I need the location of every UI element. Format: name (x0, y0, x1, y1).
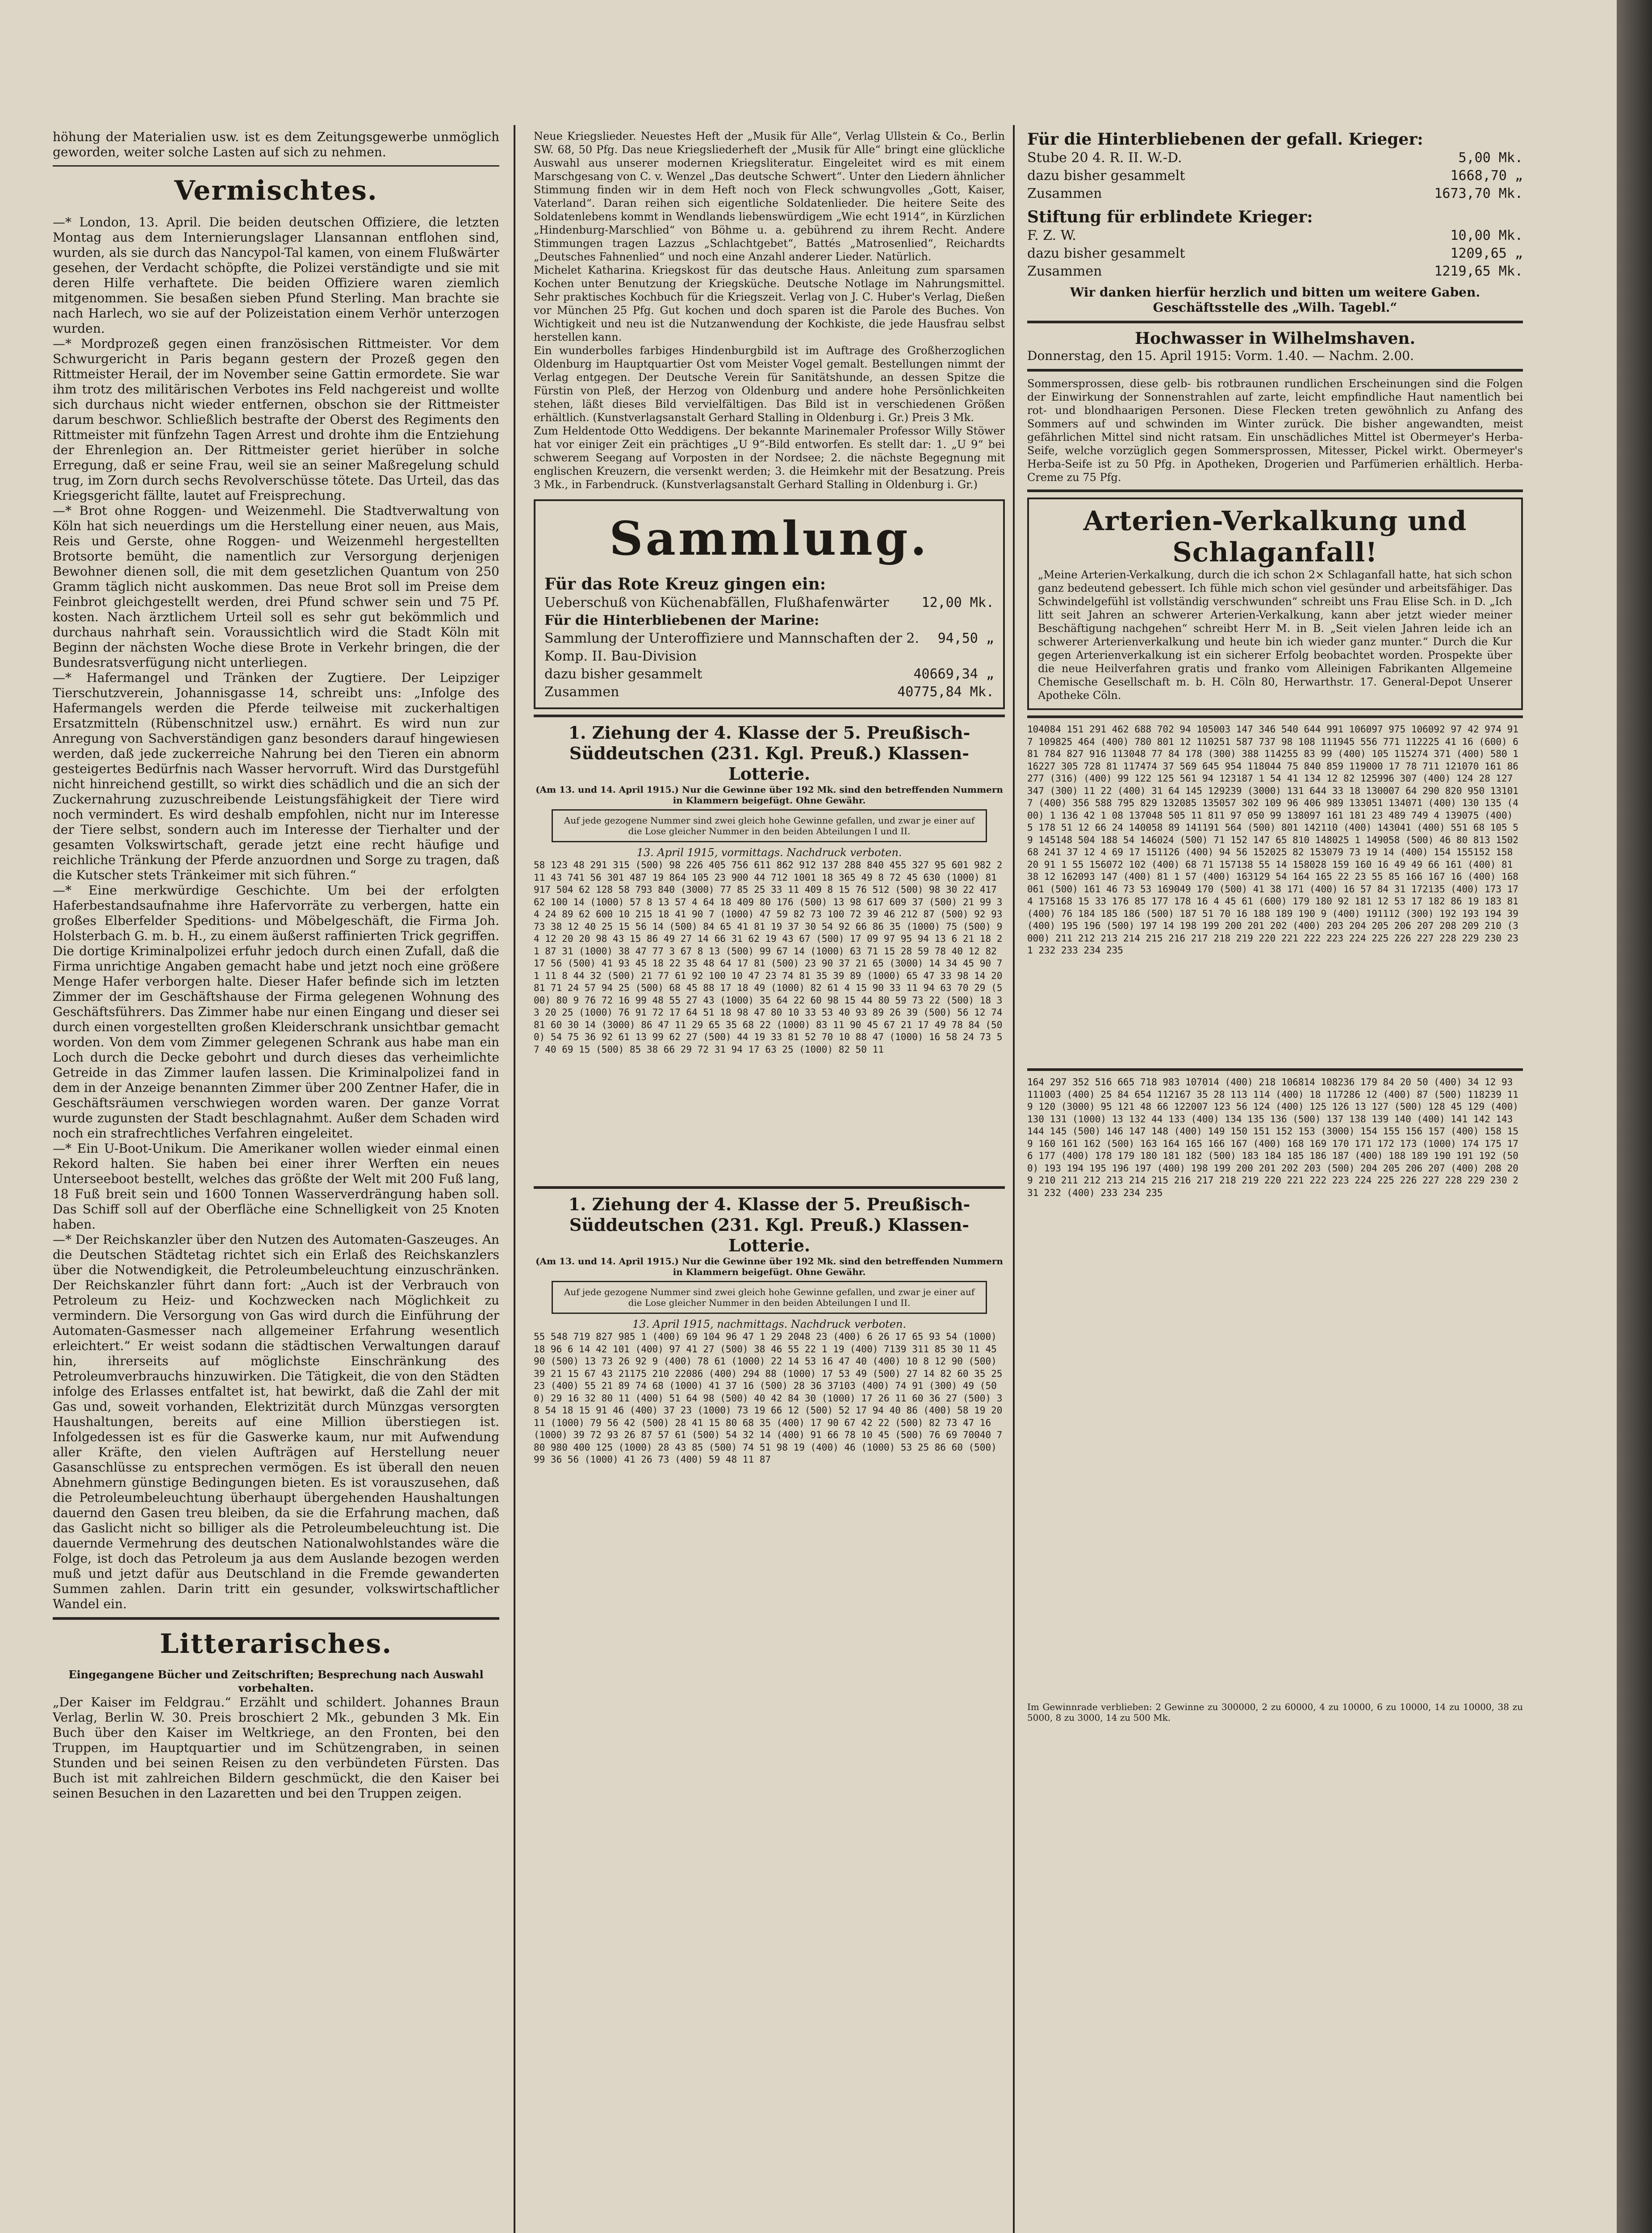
fund-entry: dazu bisher gesammelt 1668,70 „ (1027, 168, 1523, 184)
sammlung-subtitle: Für das Rote Kreuz gingen ein: (544, 575, 826, 594)
sammlung-entry: Für die Hinterbliebenen der Marine: (544, 613, 820, 628)
notice-paragraph: Neue Kriegslieder. Neuestes Heft der „Musik für Alle“, Verlag Ullstein & Co., Berlin SW. 68, 50 Pfg. Das neue Kriegsliederheft der „Musik für Alle“ bringt eine glückliche Auswahl aus unserer modernen Kriegsliteratur. Eingeleitet wird es mit einem Marschgesang von C. v. Wenzel „Das deutsche Schwert“. Unter den Liedern ähnlicher Stimmung finden wir in dem Heft noch von Fleck schwungvolles „Gott, Kaiser, Vaterland“. Daran reihen sich eigentliche Soldatenlieder. Die heitere Seite des Soldatenlebens kommt in Wendlands liebenswürdigem „Wie echt 1914“, in Kürzlichen „Hindenburg-Marschlied“ von Böhme u. a. gebührend zu ihrem Recht. Andere Stimmungen tragen Lazzus „Schlachtgebet“, Battés „Matrosenlied“, Reichardts „Deutsches Fahnenlied“ und noch eine Anzahl anderer Lieder. Natürlich. (534, 130, 1005, 263)
sammlung-entry: Ueberschuß von Küchenabfällen, Flußhafenwärter 12,00 Mk. (544, 595, 994, 611)
separator (53, 165, 499, 167)
column-left (53, 130, 499, 2233)
article-paragraph: —* Hafermangel und Tränken der Zugtiere. Der Leipziger Tierschutzverein, Johannisgasse 14, schreibt uns: „Infolge des Hafermangels werden die Pferde teilweise mit zuckerhaltigen Ersatzmitteln (Rübenschnitzel usw.) ernährt. Es wird nun zur Anregung von Sachverständigen ganz besonders darauf hingewiesen werden, daß jede zuckerreiche Nahrung bei den Tieren ein abnorm gesteigertes Bedürfnis nach Wasser hervorruft. Wird das Durstgefühl nicht hinreichend gestillt, so wirkt dies schädlich und die an sich der Zuckernahrung zuzuschreibende Leistungsfähigkeit der Tiere wird noch vermindert. Es wird deshalb empfohlen, nicht nur im Interesse der Tiere selbst, sondern auch im Interesse der Tierhalter und der gesamten Volkswirtschaft, gerade jetzt eine recht häufige und reichliche Tränkung der Pferde anzuordnen und Sorge zu tragen, daß die Kutscher stets Tränkeimer mit sich führen.“ (53, 670, 499, 882)
sammlung-box (534, 499, 1005, 709)
column-middle (534, 130, 1008, 2233)
article-paragraph: —* Ein U-Boot-Unikum. Die Amerikaner wollen wieder einmal einen Rekord halten. Sie haben bei einer ihrer Werften ein neues Unterseeboot bestellt, welches das größte der Welt mit 200 Fuß lang, 18 Fuß breit sein und 1600 Tonnen Wasserverdrängung haben soll. Das Schiff soll auf der Oberfläche eine Schnelligkeit von 25 Knoten haben. (53, 1141, 499, 1232)
notice-paragraph: Zum Heldentode Otto Weddigens. Der bekannte Marinemaler Professor Willy Stöwer hat vor einiger Zeit ein prächtiges „U 9“-Bild entworfen. Es stellt dar: 1. „U 9“ bei schwerem Seegang auf Vorposten in der Nordsee; 2. die nächste Begegnung mit englischen Kreuzern, die versenkt werden; 3. die Heimkehr mit der Besatzung. Preis 3 Mk., in Farbendruck. (Kunstverlagsanstalt Gerhard Stalling in Oldenburg i. Gr.) (534, 425, 1005, 491)
separator (1027, 489, 1523, 492)
hochwasser-title: Hochwasser in Wilhelmshaven. (1134, 329, 1416, 348)
lottery-numbers: 55 548 719 827 985 1 (400) 69 104 96 47 1 29 2048 23 (400) 6 26 17 65 93 54 (1000) 18 96 6 14 42 101 (400) 97 41 27 (500) 38 46 55 22 1 19 (400) 7139 311 85 30 11 45 90 (500) 13 73 26 92 9 (400) 78 61 (1000) 22 14 53 16 47 40 (400) 10 8 12 90 (500) 39 21 15 67 43 21175 210 22086 (400) 294 88 (1000) 17 53 49 (500) 27 14 82 60 35 25 23 (400) 55 21 89 74 68 (1000) 41 37 16 (500) 28 36 37103 (400) 74 91 (300) 49 (500) 29 16 32 80 11 (400) 51 64 98 (500) 40 42 84 30 (1000) 17 26 11 60 36 27 (500) 38 54 18 15 91 46 (400) 37 23 (1000) 73 19 66 12 (500) 52 17 94 40 86 (400) 58 19 20 11 (1000) 79 56 42 (500) 28 41 15 80 68 35 (400) 17 90 67 42 22 (500) 82 73 47 16 (1000) 39 72 93 26 87 57 61 (500) 54 32 14 (400) 91 66 78 10 45 (500) 76 69 70040 780 980 400 125 (1000) 28 43 85 (500) 74 51 98 19 (400) 46 (1000) 53 25 86 60 (500) 99 36 56 (1000) 41 26 73 (400) 59 48 11 87 (534, 1331, 1008, 1465)
lottery-numbers: 58 123 48 291 315 (500) 98 226 405 756 611 862 912 137 288 840 455 327 95 601 982 211 43 741 56 301 487 19 864 105 23 900 44 712 1001 18 365 49 8 72 45 630 (1000) 81 917 504 62 128 58 793 840 (3000) 77 85 25 33 11 409 8 15 76 512 (500) 98 30 22 417 62 100 14 (1000) 57 8 13 57 4 64 18 409 80 176 (500) 13 98 617 609 37 (500) 21 99 34 24 89 62 600 10 215 18 41 90 7 (1000) 47 59 82 73 100 72 39 46 212 87 (500) 92 93 73 38 12 40 25 15 56 14 (500) 84 65 41 81 19 37 30 54 92 66 86 35 (1000) 75 (500) 94 12 20 20 98 43 15 86 49 27 14 66 31 62 19 43 67 (500) 17 09 97 95 94 13 6 21 18 21 87 31 (1000) 38 47 77 3 67 8 13 (500) 99 67 14 (1000) 63 71 15 28 59 78 40 12 82 17 56 (500) 41 93 45 18 22 35 48 64 17 81 (500) 23 90 37 21 65 (3000) 14 34 45 90 71 11 8 44 32 (500) 21 77 61 92 100 10 47 23 74 81 35 39 89 (1000) 65 47 33 98 14 20 81 71 24 57 94 25 (500) 68 45 88 17 18 49 (1000) 82 61 4 15 90 33 11 94 63 70 29 (500) 80 9 76 72 16 99 48 55 27 43 (1000) 35 64 22 60 98 15 44 80 59 73 22 (500) 18 33 20 25 (1000) 76 91 72 17 64 51 18 98 47 80 10 33 53 40 93 89 26 39 (500) 56 12 74 81 60 30 14 (3000) 86 47 11 29 65 35 68 22 (1000) 83 11 90 45 67 21 17 49 78 84 (500) 54 75 36 92 61 13 99 62 27 (500) 44 19 33 81 52 70 10 88 47 (1000) 16 58 24 73 57 40 69 15 (500) 85 38 66 29 72 31 94 17 63 25 (1000) 82 50 11 (534, 860, 1008, 1055)
ad-text: „Meine Arterien-Verkalkung, durch die ich schon 2× Schlaganfall hatte, hat sich schon ganz bedeutend gebessert. Ich fühle mich schon viel gesünder und arbeitsfähiger. Das Schwindelgefühl ist vollständig verschwunden“ schreibt uns Frau Elise Sch. in D. „Ich litt seit Jahren an schwerer Arterien-Verkalkung, kann aber jetzt wieder meiner Beschäftigung nachgehen“ schreibt Herr M. in B. „Seit vielen Jahren leide ich an schwerer Arterienverkalkung und heute bin ich wieder ganz munter.“ Durch die Kur gegen Arterienverkalkung ist ein sicherer Erfolg beobachtet worden. Prospekte über die neue Heilverfahren gratis und franko vom Alleinigen Fabrikanten Allgemeine Chemische Gesellschaft m. b. H. Cöln 80, Herwarthstr. 17. General-Depot Unserer Apotheke Cöln. (1038, 569, 1512, 702)
article-paragraph: —* Brot ohne Roggen- und Weizenmehl. Die Stadtverwaltung von Köln hat sich neuerdings um die Herstellung einer neuen, aus Mais, Reis und Gerste, ohne Roggen- und Weizenmehl hergestellten Brotsorte bemüht, die namentlich zur Versorgung derjenigen Bewohner dienen soll, die mit dem gesetzlichen Quantum von 250 Gramm täglich nicht auskommen. Das neue Brot soll im Preise dem Feinbrot gleichgestellt werden, drei Pfund schwer sein und 75 Pf. kosten. Nach ärztlichem Urteil soll es sehr gut bekömmlich und durchaus nahrhaft sein. Voraussichtlich wird die Stadt Köln mit Beginn der nächsten Woche diese Brote in Verkehr bringen, die der Bundesratsverfügung nicht unterliegen. (53, 503, 499, 670)
separator (534, 715, 1005, 717)
lottery-note: Auf jede gezogene Nummer sind zwei gleich hohe Gewinne gefallen, und zwar je einer auf die Lose gleicher Nummer in den beiden Abteilungen I und II. (552, 809, 987, 842)
article-paragraph: —* Eine merkwürdige Geschichte. Um bei der erfolgten Haferbestandsaufnahme ihre Hafervorräte zu verbergen, hatte ein großes Elberfelder Speditions- und Möbelgeschäft, die Firma Joh. Holsterbach G. m. b. H., zu einem äußerst raffinierten Trick gegriffen. Die dortige Kriminalpolizei erfuhr jedoch durch einen Zufall, daß die Firma unrichtige Angaben gemacht habe und jetzt noch eine größere Menge Hafer verborgen halte. Dieser Hafer befinde sich im letzten Zimmer der im Geschäftshause der Firma gelegenen Wohnung des Geschäftsführers. Das Zimmer habe nur einen Eingang und dieser sei durch einen vorgestellten großen Kleiderschrank unsichtbar gemacht worden. Von dem vom Zimmer gelegenen Schrank aus habe man ein Loch durch die Decke gebohrt und durch dieses das verheimlichte Getreide in das Zimmer laufen lassen. Die Kriminalpolizei fand in dem in der Anzeige benannten Zimmer über 200 Zentner Hafer, die in Geschäftsräumen verschwiegen worden waren. Der ganze Vorrat wurde zugunsten der Stadt beschlagnahmt. Außer dem Schaden wird noch ein strafrechtliches Verfahren eingeleitet. (53, 883, 499, 1141)
sammlung-total: Zusammen 40775,84 Mk. (544, 684, 994, 700)
fragment-text: höhung der Materialien usw. ist es dem Zeitungsgewerbe unmöglich geworden, weiter solche Lasten auf sich zu nehmen. (53, 130, 499, 159)
fund-total: Zusammen 1219,65 Mk. (1027, 263, 1523, 279)
lottery-footer: Im Gewinnrade verblieben: 2 Gewinne zu 300000, 2 zu 60000, 4 zu 10000, 6 zu 10000, 14 zu 10000, 38 zu 5000, 8 zu 3000, 14 zu 500 Mk. (1027, 1702, 1523, 1723)
lottery-date: 13. April 1915, nachmittags. Nachdruck verboten. (632, 1318, 906, 1330)
separator (1027, 321, 1523, 323)
separator (534, 1186, 1005, 1189)
notice-paragraph: Ein wunderbolles farbiges Hindenburgbild ist im Auftrage des Großherzoglichen Oldenburg im Hauptquartier Ost vom Meister Vogel gemalt. Bestellungen nimmt der Verlag entgegen. Der Deutsche Verein für Sanitätshunde, an dessen Spitze die Fürstin von Pleß, der Herzog von Oldenburg und andere hohe Persönlichkeiten stehen, läßt dieses Bild vervielfältigen. Das Bild ist in verschiedenen Größen erhältlich. (Kunstverlagsanstalt Gerhard Stalling in Oldenburg i. Gr.) Preis 3 Mk. (534, 344, 1005, 424)
lottery-date: 13. April 1915, vormittags. Nachdruck verboten. (636, 846, 902, 859)
sammlung-entry: Sammlung der Unteroffiziere und Mannschaften der 2. Komp. II. Bau-Division 94,50 „ (544, 631, 994, 664)
separator (53, 1617, 499, 1620)
lottery-numbers: 104084 151 291 462 688 702 94 105003 147 346 540 644 991 106097 975 106092 97 42 974 917 109825 464 (400) 780 801 12 110251 587 737 98 108 111945 556 771 112225 41 16 (600) 681 784 827 916 113048 77 84 178 (300) 388 114255 83 99 (400) 105 115274 371 (400) 580 116227 305 728 81 117474 37 569 645 954 118044 75 840 859 119000 17 78 711 121070 161 86 277 (316) (400) 99 122 125 561 94 123187 1 54 41 134 12 82 125996 307 (400) 124 28 127 347 (300) 11 22 (400) 31 64 145 129239 (3000) 131 644 33 18 130007 64 290 820 950 131017 (400) 356 588 795 829 132085 135057 302 109 96 406 989 133051 134071 (400) 130 135 (400) 1 136 42 1 08 137048 505 11 811 97 050 99 138097 161 181 23 489 749 4 139075 (400) 5 178 51 12 66 24 140058 89 141191 564 (500) 801 142110 (400) 143041 (400) 551 68 105 59 145148 504 188 54 146024 (500) 71 152 147 65 810 148025 1 149058 (500) 46 80 813 150268 241 37 12 4 69 17 151126 (400) 94 56 152025 82 153079 73 19 14 (400) 154 155152 158 20 91 1 55 156072 102 (400) 68 71 157138 55 14 158028 159 160 16 49 49 66 161 (400) 81 38 12 162093 147 (400) 81 1 57 (400) 163129 54 164 165 22 23 55 85 166 167 16 (400) 168061 (500) 161 46 73 53 169049 170 (500) 41 38 171 (400) 16 57 84 31 172135 (400) 173 174 175168 15 33 176 85 177 178 16 4 45 61 (600) 179 180 92 181 12 53 17 182 86 19 183 81 (400) 76 184 185 186 (500) 187 51 70 16 188 189 190 9 (400) 191112 (300) 192 193 194 39 (400) 195 196 (500) 197 14 198 199 200 201 202 (400) 203 204 205 206 207 208 209 210 (3000) 211 212 213 214 215 216 217 218 219 220 221 222 223 224 225 226 227 228 229 230 231 232 233 234 235 (1027, 724, 1524, 956)
fund-entry: Stube 20 4. R. II. W.-D. 5,00 Mk. (1027, 150, 1523, 166)
article-paragraph: —* London, 13. April. Die beiden deutschen Offiziere, die letzten Montag aus dem Internierungslager Llansannan entflohen sind, wurden, als sie durch das Nancypol-Tal kamen, von einem Flußwärter gesehen, der Verdacht schöpfte, die Polizei verständigte und sie mit deren Hilfe verhaftete. Die beiden Offiziere waren ziemlich mitgenommen. Sie besaßen sieben Pfund Sterling. Man brachte sie nach Harlech, wo sie auf der Polizeistation einem Verhör unterzogen wurden. (53, 215, 499, 336)
fund-title: Für die Hinterbliebenen der gefall. Krieger: (1027, 130, 1423, 149)
litterarisches-title: Litterarisches. (159, 1628, 393, 1660)
fund-entry: F. Z. W. 10,00 Mk. (1027, 228, 1523, 243)
article-paragraph: —* Der Reichskanzler über den Nutzen des Automaten-Gaszeuges. An die Deutschen Städtetag richtet sich ein Erlaß des Reichskanzlers über die Notwendigkeit, die Petroleumbeleuchtung einzuschränken. Der Reichskanzler führt dann fort: „Auch ist der Verbrauch von Petroleum zu Heiz- und Kochzwecken nach Möglichkeit zu vermindern. Die Versorgung von Gas wird durch die Einführung der Automaten-Gasmesser nach allgemeiner Erfahrung wesentlich erleichtert.“ Er weist sodann die städtischen Verwaltungen darauf hin, ihrerseits auf möglichste Einschränkung des Petroleumverbrauchs hinzuwirken. Die Tätigkeit, die von den Städten infolge des Erlasses entfaltet ist, hat bewirkt, daß die Zahl der mit Gas und, soweit vorhanden, Elektrizität durch Münzgas versorgten Haushaltungen, bereits auf eine Million überstiegen ist. Infolgedessen ist es für die Gaswerke kaum, nur mit Aufwendung aller Kräfte, den vielen Aufträgen auf Herstellung neuer Gasanschlüsse zu entsprechen vermögen. Es ist überall den neuen Abnehmern günstige Bedingungen bieten. Es ist vorauszusehen, daß die Petroleumbeleuchtung überhaupt übergehenden Haushaltungen dauernd den Gasen treu bleiben, da sie die Erfahrung machen, daß das Gaslicht nicht so billiger als die Petroleumbeleuchtung ist. Die dauernde Vermehrung des deutschen Nationalwohlstandes wäre die Folge, ist doch das Petroleum ja aus dem Auslande bezogen werden muß und jetzt dafür aus Deutschland in die Fremde gewanderten Summen zahlen. Darin tritt ein gesunder, volkswirtschaftlicher Wandel ein. (53, 1232, 499, 1611)
lottery-title: 1. Ziehung der 4. Klasse der 5. Preußisch-Süddeutschen (231. Kgl. Preuß.) Klassen-Lotterie. (568, 723, 970, 784)
column-rule (514, 125, 515, 2233)
article-paragraph: „Der Kaiser im Feldgrau.“ Erzählt und schildert. Johannes Braun Verlag, Berlin W. 30. Preis broschiert 2 Mk., gebunden 3 Mk. Ein Buch über den Kaiser im Weltkriege, an den Fronten, bei den Truppen, im Hauptquartier und im Schützengraben, in seinen Stunden und bei seinen Reisen zu den verbündeten Fürsten. Das Buch ist mit zahlreichen Bildern geschmückt, die den Kaiser bei seinen Besuchen in den Lazaretten und bei den Truppen zeigen. (53, 1695, 499, 1801)
separator (1027, 369, 1523, 372)
vermischtes-title: Vermischtes. (174, 175, 378, 206)
lottery-subtitle: (Am 13. und 14. April 1915.) Nur die Gewinne über 192 Mk. sind den betreffenden Nummern in Klammern beigefügt. Ohne Gewähr. (535, 1256, 1003, 1277)
lottery-title: 1. Ziehung der 4. Klasse der 5. Preußisch-Süddeutschen (231. Kgl. Preuß.) Klassen-Lotterie. (568, 1194, 970, 1255)
lottery-numbers: 164 297 352 516 665 718 983 107014 (400) 218 106814 108236 179 84 20 50 (400) 34 12 93 111003 (400) 25 84 654 112167 35 28 113 114 (400) 18 117286 12 (400) 87 (500) 118239 119 120 (3000) 95 121 48 66 122007 123 56 124 (400) 125 126 13 127 (500) 128 45 129 (400) 130 131 (1000) 13 132 44 133 (400) 134 135 136 (500) 137 138 139 140 (400) 141 142 143 144 145 (500) 146 147 148 (400) 149 150 151 152 153 (3000) 154 155 156 157 (400) 158 159 160 161 162 (500) 163 164 165 166 167 (400) 168 169 170 171 172 173 (1000) 174 175 176 177 (400) 178 179 180 181 182 (500) 183 184 185 186 187 (400) 188 189 190 191 192 (500) 193 194 195 196 197 (400) 198 199 200 201 202 203 (500) 204 205 206 207 (400) 208 209 210 211 212 213 214 215 216 217 218 219 220 221 222 223 224 225 226 227 228 229 230 231 232 (400) 233 234 235 (1027, 1077, 1524, 1198)
column-rule (1013, 125, 1015, 2233)
sommersprossen-ad: Sommersprossen, diese gelb- bis rotbraunen rundlichen Erscheinungen sind die Folgen der Einwirkung der Sonnenstrahlen auf zarte, leicht empfindliche Haut namentlich bei rot- und blondhaarigen Personen. Diese Flecken treten gewöhnlich zu Anfang des Sommers auf und schwinden im Winter zurück. Die bisher angewandten, meist gefährlichen Mittel sind nicht ratsam. Ein unschädliches Mittel ist Obermeyer's Herba-Seife, welche vorzüglich gegen Sommersprossen, Mitesser, Pickel wirkt. Obermeyer's Herba-Seife ist zu 50 Pfg. in Apotheken, Drogerien und Parfümerien erhältlich. Herba-Creme zu 75 Pfg. (1027, 377, 1523, 484)
arterien-ad (1027, 498, 1523, 710)
litterarisches-subtitle: Eingegangene Bücher und Zeitschriften; Besprechung nach Auswahl vorbehalten. (68, 1668, 484, 1694)
hochwasser-line: Donnerstag, den 15. April 1915: Vorm. 1.40. — Nachm. 2.00. (1027, 348, 1414, 363)
page-edge (1617, 0, 1652, 2233)
lottery-subtitle: (Am 13. und 14. April 1915.) Nur die Gewinne über 192 Mk. sind den betreffenden Nummern in Klammern beigefügt. Ohne Gewähr. (535, 784, 1003, 806)
article-paragraph: —* Mordprozeß gegen einen französischen Rittmeister. Vor dem Schwurgericht in Paris begann gestern der Prozeß gegen den Rittmeister Herail, der im November seine Gattin ermordete. Sie war ihm trotz des militärischen Verbotes ins Feld nachgereist und wollte sich durchaus nicht wieder entfernen, obschon sie der Rittmeister darum beschwor. Schließlich bestrafte der Oberst des Regiments den Rittmeister mit fünfzehn Tagen Arrest und drohte ihm die Entziehung der Ehrenlegion an. Der Rittmeister geriet hierüber in solche Erregung, daß er seine Frau, weil sie an seiner Maßregelung schuld trug, im Zorn durch sechs Revolverschüsse tötete. Das Urteil, das das Kriegsgericht fällte, lautet auf Freisprechung. (53, 336, 499, 503)
notice-paragraph: Michelet Katharina. Kriegskost für das deutsche Haus. Anleitung zum sparsamen Kochen unter Benutzung der Kriegsküche. Deutsche Notlage im Nahrungsmittel. Sehr praktisches Kochbuch für die Kriegszeit. Verlag von J. C. Huber's Verlag, Dießen vor München 25 Pfg. Gut kochen und doch sparen ist die Parole des Buches. Von Wichtigkeit und neu ist die Nutzanwendung der Kochkiste, die jede Hausfrau selbst herstellen kann. (534, 264, 1005, 343)
lottery-note: Auf jede gezogene Nummer sind zwei gleich hohe Gewinne gefallen, und zwar je einer auf die Lose gleicher Nummer in den beiden Abteilungen I und II. (552, 1281, 987, 1314)
sammlung-entry: dazu bisher gesammelt 40669,34 „ (544, 666, 994, 682)
fund-total: Zusammen 1673,70 Mk. (1027, 186, 1523, 201)
ad-title: Arterien-Verkalkung und Schlaganfall! (1083, 506, 1467, 568)
thanks-text: Wir danken hierfür herzlich und bitten um weitere Gaben. Geschäftsstelle des „Wilh. Tagebl.“ (1070, 285, 1481, 315)
fund-entry: dazu bisher gesammelt 1209,65 „ (1027, 246, 1523, 261)
separator (1027, 715, 1523, 718)
fund-title: Stiftung für erblindete Krieger: (1027, 208, 1313, 226)
separator (1027, 1068, 1523, 1071)
column-right (1027, 130, 1523, 2233)
sammlung-title: Sammlung. (609, 511, 929, 566)
